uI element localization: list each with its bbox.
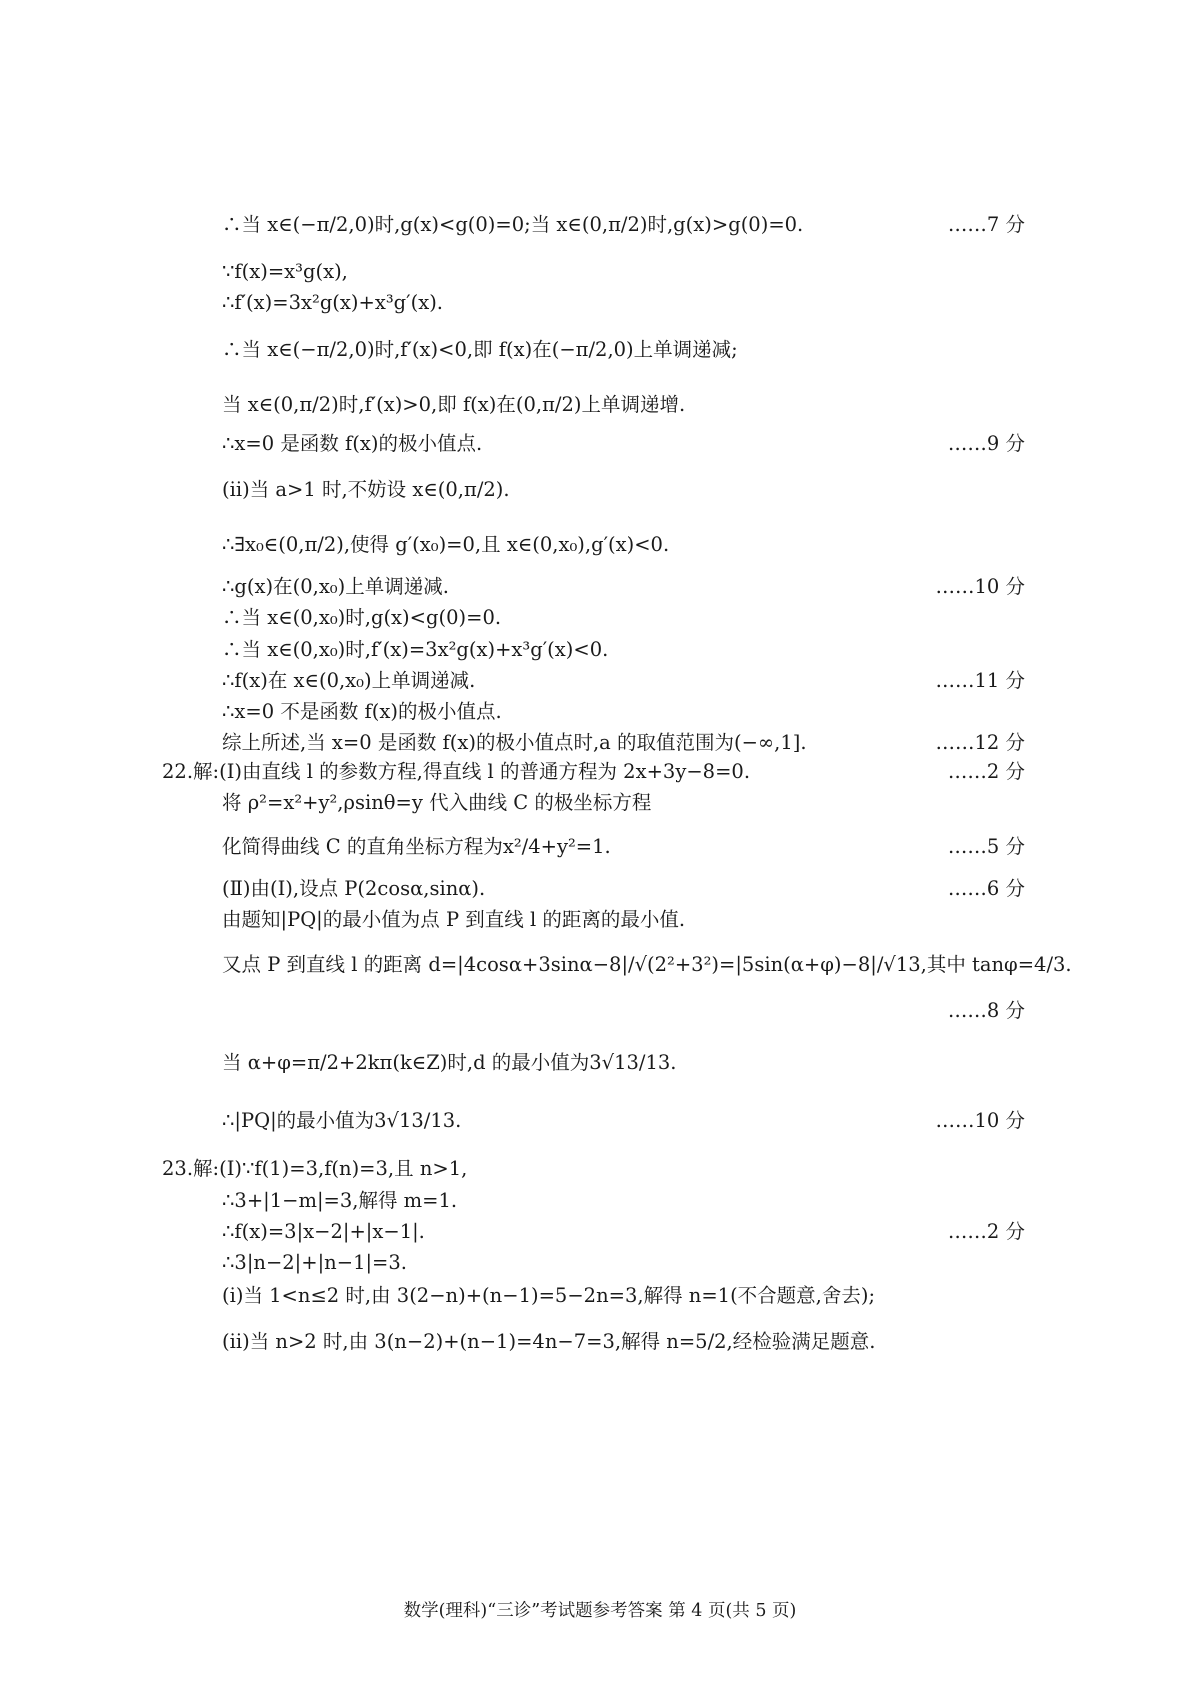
score-mark: ……11 分: [935, 669, 1025, 692]
line-text: ∴|PQ|的最小值为3√13/13.: [222, 1109, 462, 1132]
score-mark: ……6 分: [947, 877, 1025, 900]
line-text: ∴f′(x)=3x²g(x)+x³g′(x).: [222, 291, 443, 314]
line-text: 23.解:(Ⅰ)∵f(1)=3,f(n)=3,且 n>1,: [162, 1157, 468, 1180]
line-text: ∴∃x₀∈(0,π/2),使得 g′(x₀)=0,且 x∈(0,x₀),g′(x)<0.: [222, 533, 670, 556]
line-text: (ii)当 a>1 时,不妨设 x∈(0,π/2).: [222, 478, 510, 501]
score-mark: ……9 分: [947, 432, 1025, 455]
line-text: ∴g(x)在(0,x₀)上单调递减.: [222, 575, 449, 598]
line-text: 将 ρ²=x²+y²,ρsinθ=y 代入曲线 C 的极坐标方程: [222, 791, 652, 814]
answer-line: [0, 1322, 1200, 1362]
line-text: (Ⅱ)由(Ⅰ),设点 P(2cosα,sinα).: [222, 877, 486, 900]
line-text: ∴3|n−2|+|n−1|=3.: [222, 1251, 407, 1274]
line-text: 又点 P 到直线 l 的距离 d=|4cosα+3sinα−8|/√(2²+3²)=|5sin(α+φ)−8|/√13,其中 tanφ=4/3.: [222, 953, 1072, 976]
score-mark: ……10 分: [935, 575, 1025, 598]
line-text: (ii)当 n>2 时,由 3(n−2)+(n−1)=4n−7=3,解得 n=5/2,经检验满足题意.: [222, 1330, 876, 1353]
line-text: ∴当 x∈(0,x₀)时,f′(x)=3x²g(x)+x³g′(x)<0.: [222, 638, 609, 661]
answer-line: [0, 424, 1200, 464]
line-text: ∴x=0 是函数 f(x)的极小值点.: [222, 432, 483, 455]
answer-line: [0, 827, 1200, 867]
score-mark: ……7 分: [947, 213, 1025, 236]
line-text: ∴f(x)在 x∈(0,x₀)上单调递减.: [222, 669, 476, 692]
line-text: 当 α+φ=π/2+2kπ(k∈Z)时,d 的最小值为3√13/13.: [222, 1051, 677, 1074]
score-mark: ……8 分: [947, 999, 1025, 1022]
answer-line: [0, 385, 1200, 425]
answer-line: [0, 1043, 1200, 1083]
answer-line: [0, 900, 1200, 940]
score-mark: ……2 分: [947, 1220, 1025, 1243]
line-text: ∴3+|1−m|=3,解得 m=1.: [222, 1189, 458, 1212]
line-text: ∴当 x∈(−π/2,0)时,g(x)<g(0)=0;当 x∈(0,π/2)时,g(x)>g(0)=0.: [222, 213, 804, 236]
line-text: 当 x∈(0,π/2)时,f′(x)>0,即 f(x)在(0,π/2)上单调递增.: [222, 393, 686, 416]
page-footer: 数学(理科)“三诊”考试题参考答案 第 4 页(共 5 页): [403, 1601, 797, 1621]
line-text: ∴f(x)=3|x−2|+|x−1|.: [222, 1220, 425, 1243]
line-text: (i)当 1<n≤2 时,由 3(2−n)+(n−1)=5−2n=3,解得 n=1(不合题意,舍去);: [222, 1284, 876, 1307]
line-text: ∴当 x∈(−π/2,0)时,f′(x)<0,即 f(x)在(−π/2,0)上单调递减;: [222, 338, 738, 361]
answer-line: [0, 330, 1200, 370]
line-text: 由题知|PQ|的最小值为点 P 到直线 l 的距离的最小值.: [222, 908, 686, 931]
score-mark: ……12 分: [935, 731, 1025, 754]
answer-line: [0, 991, 1200, 1031]
answer-line: [0, 525, 1200, 565]
line-text: 化简得曲线 C 的直角坐标方程为x²/4+y²=1.: [222, 835, 611, 858]
score-mark: ……2 分: [947, 760, 1025, 783]
line-text: ∵f(x)=x³g(x),: [222, 260, 348, 283]
line-text: 综上所述,当 x=0 是函数 f(x)的极小值点时,a 的取值范围为(−∞,1].: [222, 731, 807, 754]
answer-line: [0, 1101, 1200, 1141]
answer-line: [0, 283, 1200, 323]
score-mark: ……10 分: [935, 1109, 1025, 1132]
answer-line: [0, 470, 1200, 510]
answer-line: [0, 205, 1200, 245]
score-mark: ……5 分: [947, 835, 1025, 858]
line-text: ∴x=0 不是函数 f(x)的极小值点.: [222, 700, 502, 723]
line-text: ∴当 x∈(0,x₀)时,g(x)<g(0)=0.: [222, 606, 502, 629]
answer-line: [0, 945, 1200, 985]
answer-line: [0, 783, 1200, 823]
line-text: 22.解:(Ⅰ)由直线 l 的参数方程,得直线 l 的普通方程为 2x+3y−8=0.: [162, 760, 751, 783]
answer-line: [0, 1276, 1200, 1316]
